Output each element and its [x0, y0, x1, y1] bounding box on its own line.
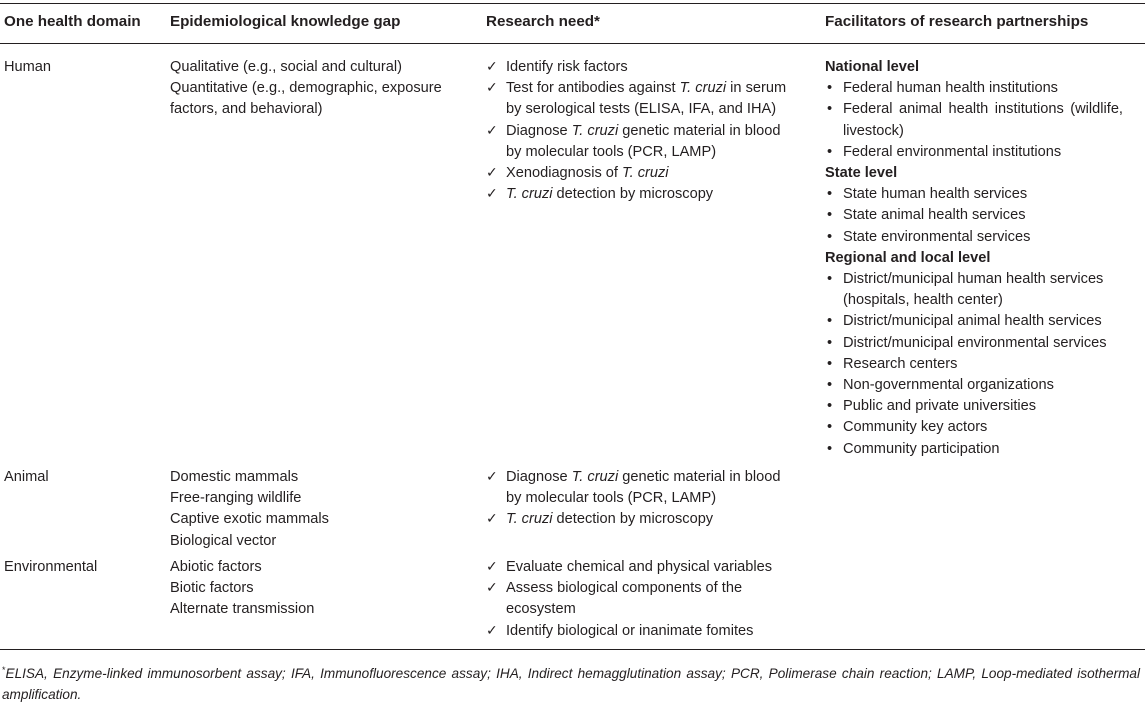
- table-bottom-rule: [0, 649, 1145, 650]
- level-heading: State level: [825, 165, 898, 182]
- facilitator-item: • State animal health services: [825, 205, 1123, 226]
- row-human-gaps: [170, 57, 452, 121]
- gap-item: Domestic mammals: [170, 469, 299, 485]
- domain-label: Environmental: [4, 559, 98, 575]
- gap-item: Abiotic factors: [170, 559, 262, 575]
- domain-label: Human: [4, 59, 52, 75]
- table-footnote: [2, 660, 1140, 705]
- row-human-facilitators: [825, 57, 1123, 460]
- header-one-health-domain: One health domain: [4, 13, 141, 30]
- footnote-marker: *: [2, 665, 6, 675]
- facilitator-item: • Non-governmental organizations: [825, 375, 1123, 396]
- table-header-rule: [0, 43, 1145, 44]
- facilitator-item: • District/municipal animal health services: [825, 311, 1123, 332]
- need-item: ✓ T. cruzi detection by microscopy: [486, 184, 796, 205]
- gap-item: Qualitative (e.g., social and cultural): [170, 59, 402, 75]
- need-item: ✓ Xenodiagnosis of T. cruzi: [486, 163, 796, 184]
- need-item: ✓ Assess biological components of the ecosystem: [486, 578, 796, 620]
- facilitator-item: • Federal environmental institutions: [825, 142, 1123, 163]
- gap-item: Biological vector: [170, 532, 277, 549]
- row-animal-domain-cell: [4, 467, 49, 488]
- row-environmental-gaps: [170, 557, 314, 621]
- facilitator-item: • State human health services: [825, 184, 1123, 205]
- facilitator-item: • District/municipal human health services (hospitals, health center): [825, 269, 1123, 311]
- row-environmental-needs: [486, 557, 796, 642]
- level-heading: Regional and local level: [825, 249, 991, 266]
- facilitator-item: • Community key actors: [825, 417, 1123, 438]
- level-heading: National level: [825, 59, 920, 75]
- table-top-rule: [0, 3, 1145, 4]
- row-environmental-domain-cell: [4, 557, 97, 578]
- header-facilitators: Facilitators of research partnerships: [825, 13, 1089, 30]
- need-item: ✓ Test for antibodies against T. cruzi in serum by serological tests (ELISA, IFA, and IHA): [486, 78, 796, 120]
- facilitator-item: • State environmental services: [825, 227, 1123, 248]
- gap-item: Captive exotic mammals: [170, 511, 329, 528]
- facilitator-item: • District/municipal environmental services: [825, 333, 1123, 354]
- gap-item: Free-ranging wildlife: [170, 490, 302, 507]
- row-animal-gaps: [170, 467, 329, 552]
- facilitator-item: • Public and private universities: [825, 396, 1123, 417]
- facilitator-item: • Research centers: [825, 354, 1123, 375]
- row-human-domain-cell: [4, 57, 51, 78]
- facilitator-item: • Community participation: [825, 439, 1123, 460]
- need-item: ✓ Diagnose T. cruzi genetic material in blood by molecular tools (PCR, LAMP): [486, 467, 796, 509]
- footnote-text: ELISA, Enzyme-linked immunosorbent assay; IFA, Immunofluorescence assay; IHA, Indirect hemagglutination assay; PCR, Polimerase chain reaction; LAMP, Loop-mediated isothermal amplification.: [2, 666, 1140, 702]
- need-item: ✓ Diagnose T. cruzi genetic material in blood by molecular tools (PCR, LAMP): [486, 121, 796, 163]
- facilitator-item: • Federal human health institutions: [825, 78, 1123, 99]
- row-human-needs: [486, 57, 796, 205]
- need-item: ✓ Identify risk factors: [486, 57, 796, 78]
- need-item: ✓ T. cruzi detection by microscopy: [486, 509, 796, 530]
- header-knowledge-gap: Epidemiological knowledge gap: [170, 13, 401, 30]
- gap-item: Alternate transmission: [170, 601, 315, 618]
- need-item: ✓ Identify biological or inanimate fomites: [486, 621, 796, 642]
- gap-item: Biotic factors: [170, 580, 254, 597]
- header-research-need: Research need*: [486, 13, 600, 30]
- need-item: ✓ Evaluate chemical and physical variables: [486, 557, 796, 578]
- row-animal-needs: [486, 467, 796, 531]
- gap-item: Quantitative (e.g., demographic, exposure factors, and behavioral): [170, 80, 442, 118]
- facilitator-item: • Federal animal health institutions (wildlife, livestock): [825, 99, 1123, 141]
- domain-label: Animal: [4, 469, 49, 485]
